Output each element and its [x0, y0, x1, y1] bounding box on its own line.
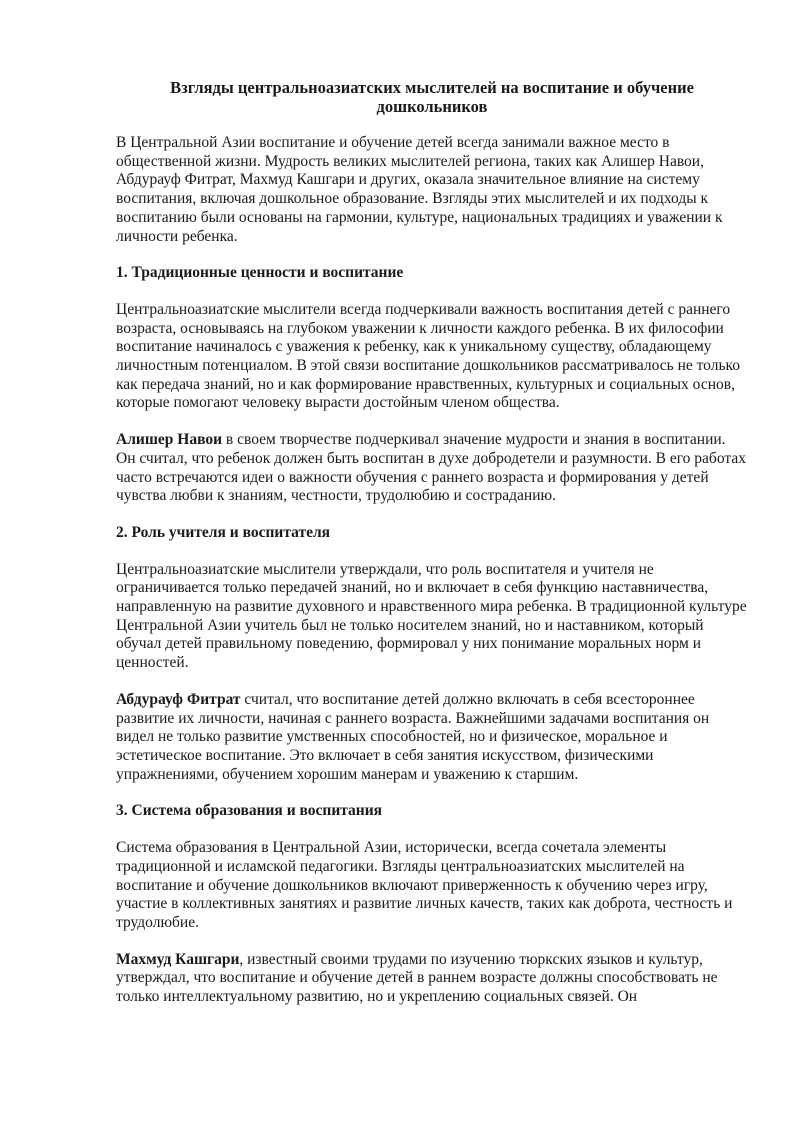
- section-3-heading: 3. Система образования и воспитания: [116, 802, 383, 820]
- section-2-paragraph: Центральноазиатские мыслители утверждали, что роль воспитателя и учителя не ограничивается только передачей знаний, но и включает в себя функцию наставничества, направленную на развитие духовного и нравственного мира ребенка. В традиционной культуре Центральной Азии учитель был не только носителем знаний, но и наставником, который обучал детей правильному поведению, формировал у них понимание моральных норм и ценностей.: [116, 560, 747, 672]
- section-3-thinker-paragraph: [116, 951, 748, 1007]
- section-2-heading: 2. Роль учителя и воспитателя: [116, 523, 331, 541]
- thinker-text-fitrat: считал, что воспитание детей должно включать в себя всестороннее развитие их личности, начиная с раннего возраста. Важнейшими задачами воспитания он видел не только развитие умственных способностей, но и физическое, моральное и эстетическое воспитание. Это включает в себя занятия искусством, физическими упражнениями, обучением хорошим манерам и уважению к старшим.: [116, 690, 710, 783]
- section-1-thinker-paragraph: [116, 431, 748, 506]
- thinker-name-navoi: Алишер Навои: [116, 431, 223, 449]
- thinker-name-kashgari: Махмуд Кашгари: [116, 950, 240, 968]
- section-1-heading: 1. Традиционные ценности и воспитание: [116, 264, 404, 282]
- document-title: Взгляды центральноазиатских мыслителей на воспитание и обучение дошкольников: [170, 78, 694, 116]
- section-2-thinker-paragraph: [116, 691, 748, 785]
- thinker-text-kashgari: , известный своими трудами по изучению тюркских языков и культур, утверждал, что воспитание и обучение детей в раннем возрасте должны способствовать не только интеллектуальному развитию, но и укреплению социальных связей. Он: [116, 950, 718, 1006]
- document-body: [116, 78, 748, 1025]
- section-1-paragraph: Центральноазиатские мыслители всегда подчеркивали важность воспитания детей с раннего возраста, основываясь на глубоком уважении к личности каждого ребенка. В их философии воспитание начиналось с уважения к ребенку, как к уникальному существу, обладающему личностным потенциалом. В этой связи воспитание дошкольников рассматривалось не только как передача знаний, но и как формирование нравственных, культурных и социальных основ, которые помогают человеку вырасти достойным членом общества.: [116, 300, 741, 412]
- section-3-paragraph: Система образования в Центральной Азии, исторически, всегда сочетала элементы традиционной и исламской педагогики. Взгляды центральноазиатских мыслителей на воспитание и обучение дошкольников включают приверженность к обучению через игру, участие в коллективных занятиях и развитие личных качеств, таких как доброта, честность и трудолюбие.: [116, 839, 733, 931]
- thinker-name-fitrat: Абдурауф Фитрат: [116, 690, 241, 708]
- intro-paragraph: В Центральной Азии воспитание и обучение детей всегда занимали важное место в общественной жизни. Мудрость великих мыслителей региона, таких как Алишер Навои, Абдурауф Фитрат, Махмуд Кашгари и других, оказала значительное влияние на систему воспитания, включая дошкольное образование. Взгляды этих мыслителей и их подходы к воспитанию были основаны на гармонии, культуре, национальных традициях и уважении к личности ребенка.: [116, 134, 723, 245]
- thinker-text-navoi: в своем творчестве подчеркивал значение мудрости и знания в воспитании. Он считал, что ребенок должен быть воспитан в духе добродетели и разумности. В его работах часто встречаются идеи о важности обучения с раннего возраста и формирования у детей чувства любви к знаниям, честности, трудолюбию и состраданию.: [116, 431, 746, 505]
